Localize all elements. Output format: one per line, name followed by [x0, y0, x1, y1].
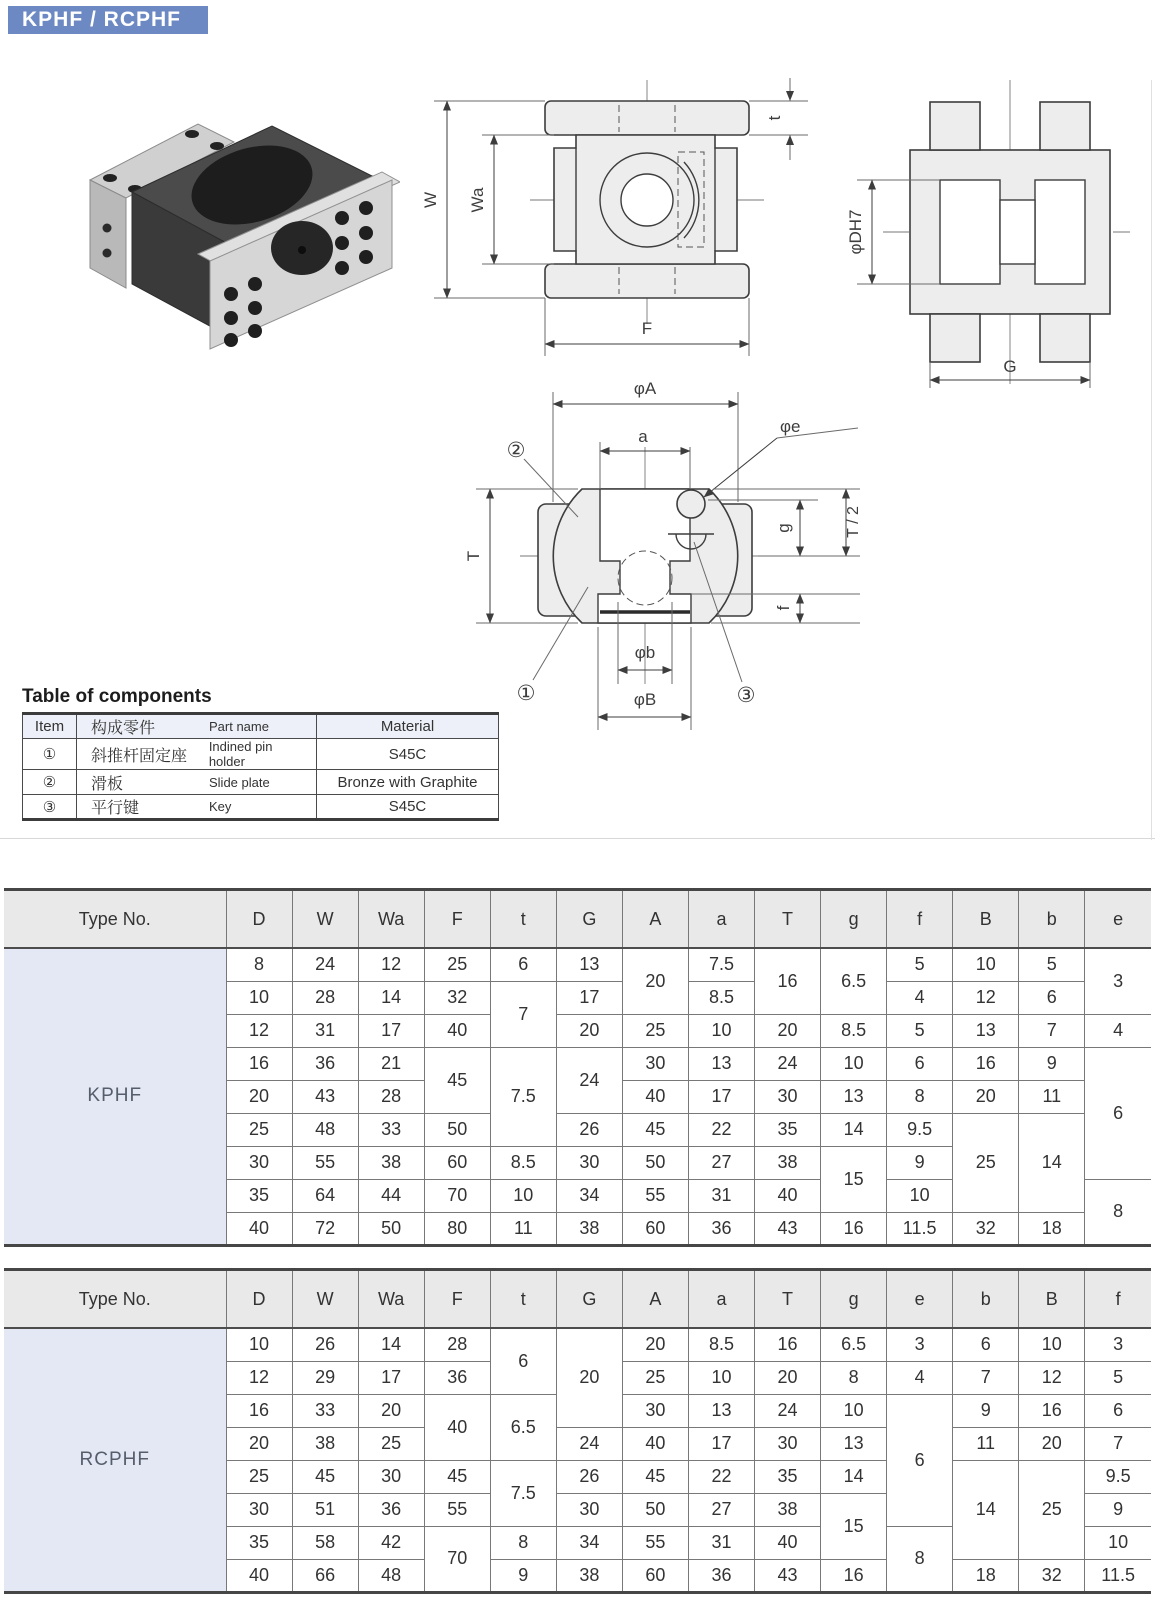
spec-cell: 15 [821, 1146, 887, 1212]
component-item-no: ② [23, 770, 77, 795]
dim-label-t: t [765, 115, 784, 121]
spec-cell: 9 [1019, 1047, 1085, 1080]
spec-cell: 24 [755, 1047, 821, 1080]
spec-cell: 7.5 [688, 948, 754, 981]
dim-label-f: F [641, 319, 653, 338]
spec-cell: 16 [953, 1047, 1019, 1080]
spec-cell: 16 [755, 1328, 821, 1361]
spec-cell: 20 [622, 1328, 688, 1361]
spec-cell: 6 [953, 1328, 1019, 1361]
spec-cell: 38 [556, 1212, 622, 1245]
kphf-spec-table [4, 888, 1151, 1247]
dim-label-wa: Wa [468, 187, 487, 213]
component-item-no: ① [23, 739, 77, 770]
spec-cell: 26 [292, 1328, 358, 1361]
component-part-en: Slide plate [209, 774, 270, 790]
spec-cell: 48 [292, 1113, 358, 1146]
spec-cell: 8.5 [688, 981, 754, 1014]
spec-cell: 25 [1019, 1460, 1085, 1559]
spec-cell: 10 [821, 1047, 887, 1080]
components-row [23, 795, 499, 820]
spec-cell: 3 [1085, 948, 1151, 1014]
spec-cell: 7 [953, 1361, 1019, 1394]
spec-cell: 10 [953, 948, 1019, 981]
spec-row [4, 948, 1151, 981]
spec-cell: 4 [887, 1361, 953, 1394]
spec-cell: 14 [821, 1460, 887, 1493]
component-part-cn: 平行键 [91, 800, 140, 817]
callout-2: ② [506, 439, 526, 462]
spec-cell: 38 [358, 1146, 424, 1179]
spec-cell: 40 [226, 1212, 292, 1245]
dim-label-g: g [774, 523, 793, 533]
spec-cell: 40 [424, 1014, 490, 1047]
spec-cell: 28 [358, 1080, 424, 1113]
component-material: S45C [317, 739, 499, 770]
spec-cell: 9 [953, 1394, 1019, 1427]
spec-cell: 20 [1019, 1427, 1085, 1460]
column-header-b: b [1019, 890, 1085, 949]
column-header-a: a [688, 890, 754, 949]
spec-cell: 28 [424, 1328, 490, 1361]
spec-cell: 8 [821, 1361, 887, 1394]
spec-cell: 8 [887, 1526, 953, 1592]
spec-cell: 9 [887, 1146, 953, 1179]
spec-cell: 21 [358, 1047, 424, 1080]
spec-cell: 6 [1085, 1394, 1151, 1427]
column-header-t: t [490, 890, 556, 949]
column-header-b: b [953, 1270, 1019, 1329]
spec-cell: 60 [622, 1559, 688, 1592]
spec-cell: 25 [622, 1014, 688, 1047]
spec-cell: 20 [556, 1014, 622, 1047]
column-header-f: f [1085, 1270, 1151, 1329]
dim-label-t: T [464, 550, 483, 562]
spec-cell: 55 [424, 1493, 490, 1526]
component-part-name [77, 770, 317, 795]
spec-cell: 40 [226, 1559, 292, 1592]
spec-cell: 51 [292, 1493, 358, 1526]
spec-cell: 11.5 [1085, 1559, 1151, 1592]
spec-cell: 34 [556, 1179, 622, 1212]
spec-cell: 35 [226, 1179, 292, 1212]
spec-cell: 10 [821, 1394, 887, 1427]
dim-label-a: a [638, 427, 648, 446]
column-header-t: t [490, 1270, 556, 1329]
spec-cell: 10 [226, 981, 292, 1014]
components-table [22, 712, 499, 821]
spec-cell: 5 [1085, 1361, 1151, 1394]
components-header-part [77, 714, 317, 739]
spec-cell: 45 [622, 1113, 688, 1146]
spec-cell: 10 [1019, 1328, 1085, 1361]
column-header-W: W [292, 1270, 358, 1329]
column-header-A: A [622, 1270, 688, 1329]
spec-cell: 6 [887, 1047, 953, 1080]
type-label: RCPHF [4, 1328, 226, 1592]
spec-cell: 24 [556, 1047, 622, 1113]
spec-cell: 14 [821, 1113, 887, 1146]
spec-cell: 30 [622, 1047, 688, 1080]
spec-cell: 16 [226, 1394, 292, 1427]
spec-cell: 27 [688, 1146, 754, 1179]
spec-cell: 30 [755, 1427, 821, 1460]
components-header-row [23, 714, 499, 739]
spec-cell: 3 [1085, 1328, 1151, 1361]
spec-cell: 60 [424, 1146, 490, 1179]
spec-cell: 50 [622, 1493, 688, 1526]
column-header-f: f [887, 890, 953, 949]
spec-cell: 30 [755, 1080, 821, 1113]
spec-cell: 28 [292, 981, 358, 1014]
spec-cell: 5 [887, 948, 953, 981]
spec-cell: 8.5 [688, 1328, 754, 1361]
spec-cell: 31 [688, 1179, 754, 1212]
spec-cell: 35 [755, 1460, 821, 1493]
spec-cell: 16 [821, 1212, 887, 1245]
spec-cell: 11 [490, 1212, 556, 1245]
spec-cell: 6 [490, 1328, 556, 1394]
spec-cell: 50 [424, 1113, 490, 1146]
spec-cell: 30 [226, 1146, 292, 1179]
spec-cell: 24 [556, 1427, 622, 1460]
spec-cell: 6.5 [490, 1394, 556, 1460]
spec-cell: 36 [424, 1361, 490, 1394]
spec-cell: 38 [755, 1493, 821, 1526]
spec-header-row [4, 890, 1151, 949]
spec-cell: 18 [1019, 1212, 1085, 1245]
spec-cell: 36 [358, 1493, 424, 1526]
component-material: Bronze with Graphite [317, 770, 499, 795]
spec-cell: 66 [292, 1559, 358, 1592]
spec-cell: 32 [424, 981, 490, 1014]
spec-cell: 7.5 [490, 1460, 556, 1526]
spec-cell: 17 [688, 1080, 754, 1113]
spec-cell: 45 [424, 1047, 490, 1113]
spec-cell: 13 [688, 1394, 754, 1427]
spec-cell: 6.5 [821, 1328, 887, 1361]
spec-cell: 20 [358, 1394, 424, 1427]
component-part-cn: 斜推杆固定座 [91, 747, 188, 765]
spec-cell: 30 [556, 1493, 622, 1526]
spec-cell: 9.5 [1085, 1460, 1151, 1493]
spec-cell: 44 [358, 1179, 424, 1212]
spec-cell: 8.5 [821, 1014, 887, 1047]
spec-cell: 55 [622, 1179, 688, 1212]
spec-cell: 25 [358, 1427, 424, 1460]
spec-cell: 70 [424, 1179, 490, 1212]
spec-cell: 15 [821, 1493, 887, 1559]
spec-cell: 22 [688, 1113, 754, 1146]
callout-1: ① [516, 682, 536, 705]
type-no-header: Type No. [4, 1270, 226, 1329]
spec-cell: 38 [292, 1427, 358, 1460]
spec-cell: 12 [358, 948, 424, 981]
dim-label-phi-b-big: φB [633, 690, 657, 709]
spec-cell: 24 [755, 1394, 821, 1427]
dim-label-g: G [1003, 357, 1017, 376]
spec-cell: 3 [887, 1328, 953, 1361]
component-part-en: Key [209, 799, 232, 814]
spec-cell: 25 [622, 1361, 688, 1394]
spec-cell: 55 [292, 1146, 358, 1179]
spec-cell: 5 [1019, 948, 1085, 981]
column-header-G: G [556, 890, 622, 949]
component-part-name [77, 795, 317, 820]
spec-cell: 40 [424, 1394, 490, 1460]
spec-cell: 17 [688, 1427, 754, 1460]
spec-cell: 10 [1085, 1526, 1151, 1559]
spec-cell: 55 [622, 1526, 688, 1559]
spec-cell: 20 [226, 1080, 292, 1113]
spec-cell: 20 [622, 948, 688, 1014]
spec-cell: 42 [358, 1526, 424, 1559]
spec-cell: 38 [755, 1146, 821, 1179]
spec-cell: 8.5 [490, 1146, 556, 1179]
spec-cell: 45 [424, 1460, 490, 1493]
spec-cell: 36 [292, 1047, 358, 1080]
spec-cell: 17 [358, 1361, 424, 1394]
spec-cell: 7 [490, 981, 556, 1047]
spec-cell: 35 [226, 1526, 292, 1559]
spec-cell: 11 [953, 1427, 1019, 1460]
column-header-W: W [292, 890, 358, 949]
spec-cell: 25 [953, 1113, 1019, 1212]
spec-cell: 45 [622, 1460, 688, 1493]
spec-cell: 32 [953, 1212, 1019, 1245]
spec-cell: 34 [556, 1526, 622, 1559]
spec-cell: 25 [226, 1113, 292, 1146]
spec-cell: 43 [755, 1559, 821, 1592]
column-header-F: F [424, 1270, 490, 1329]
rcphf-spec-table [4, 1268, 1151, 1594]
type-label: KPHF [4, 948, 226, 1245]
spec-cell: 5 [887, 1014, 953, 1047]
spec-cell: 6 [1085, 1047, 1151, 1179]
spec-cell: 8 [490, 1526, 556, 1559]
plan-view-drawing [428, 352, 868, 737]
dim-label-f: f [774, 605, 793, 611]
spec-cell: 11 [1019, 1080, 1085, 1113]
spec-cell: 26 [556, 1113, 622, 1146]
spec-cell: 33 [358, 1113, 424, 1146]
spec-cell: 10 [226, 1328, 292, 1361]
components-header-item: Item [23, 714, 77, 739]
column-header-T: T [755, 890, 821, 949]
spec-cell: 13 [953, 1014, 1019, 1047]
components-header-part-cn: 构成零件 [91, 720, 156, 737]
spec-cell: 58 [292, 1526, 358, 1559]
spec-cell: 33 [292, 1394, 358, 1427]
spec-cell: 50 [358, 1212, 424, 1245]
spec-cell: 40 [755, 1179, 821, 1212]
spec-cell: 64 [292, 1179, 358, 1212]
column-header-B: B [953, 890, 1019, 949]
column-header-g: g [821, 890, 887, 949]
spec-cell: 30 [358, 1460, 424, 1493]
spec-cell: 30 [226, 1493, 292, 1526]
spec-cell: 45 [292, 1460, 358, 1493]
dim-label-t2: T / 2 [845, 506, 862, 538]
spec-cell: 35 [755, 1113, 821, 1146]
column-header-D: D [226, 890, 292, 949]
callout-3: ③ [736, 684, 756, 707]
spec-cell: 22 [688, 1460, 754, 1493]
section-divider [0, 838, 1155, 839]
spec-cell: 6.5 [821, 948, 887, 1014]
spec-cell: 4 [1085, 1014, 1151, 1047]
spec-cell: 7.5 [490, 1047, 556, 1146]
spec-cell: 16 [821, 1559, 887, 1592]
spec-cell: 18 [953, 1559, 1019, 1592]
spec-cell: 20 [953, 1080, 1019, 1113]
side-view-drawing [845, 72, 1135, 392]
spec-cell: 13 [821, 1427, 887, 1460]
spec-cell: 43 [292, 1080, 358, 1113]
spec-cell: 14 [358, 981, 424, 1014]
spec-cell: 12 [953, 981, 1019, 1014]
spec-cell: 36 [688, 1559, 754, 1592]
spec-cell: 12 [1019, 1361, 1085, 1394]
component-part-name [77, 739, 317, 770]
spec-cell: 40 [622, 1427, 688, 1460]
spec-cell: 6 [1019, 981, 1085, 1014]
spec-cell: 25 [424, 948, 490, 981]
component-material: S45C [317, 795, 499, 820]
component-part-en: Indined pin holder [208, 739, 273, 769]
spec-cell: 20 [556, 1328, 622, 1427]
spec-cell: 40 [622, 1080, 688, 1113]
spec-cell: 27 [688, 1493, 754, 1526]
column-header-D: D [226, 1270, 292, 1329]
spec-cell: 9 [490, 1559, 556, 1592]
components-header-part-en: Part name [209, 719, 269, 734]
page-edge-line [1151, 80, 1152, 840]
type-no-header: Type No. [4, 890, 226, 949]
spec-cell: 43 [755, 1212, 821, 1245]
spec-cell: 14 [1019, 1113, 1085, 1212]
dim-label-phi-e: φe [780, 417, 801, 436]
column-header-Wa: Wa [358, 1270, 424, 1329]
components-header-material: Material [317, 714, 499, 739]
spec-cell: 36 [688, 1212, 754, 1245]
product-photo [80, 88, 400, 356]
page-title: KPHF / RCPHF [8, 6, 208, 34]
spec-cell: 13 [556, 948, 622, 981]
spec-cell: 72 [292, 1212, 358, 1245]
spec-cell: 13 [821, 1080, 887, 1113]
spec-cell: 30 [622, 1394, 688, 1427]
spec-cell: 29 [292, 1361, 358, 1394]
column-header-G: G [556, 1270, 622, 1329]
spec-cell: 20 [226, 1427, 292, 1460]
spec-cell: 11.5 [887, 1212, 953, 1245]
spec-cell: 16 [1019, 1394, 1085, 1427]
spec-cell: 9.5 [887, 1113, 953, 1146]
spec-cell: 17 [358, 1014, 424, 1047]
column-header-A: A [622, 890, 688, 949]
spec-row [4, 1328, 1151, 1361]
component-part-cn: 滑板 [91, 775, 124, 793]
components-row [23, 770, 499, 795]
column-header-a: a [688, 1270, 754, 1329]
component-item-no: ③ [23, 795, 77, 820]
spec-cell: 13 [688, 1047, 754, 1080]
front-view-drawing [412, 72, 812, 372]
spec-cell: 10 [490, 1179, 556, 1212]
spec-cell: 8 [226, 948, 292, 981]
spec-cell: 8 [887, 1080, 953, 1113]
column-header-Wa: Wa [358, 890, 424, 949]
spec-cell: 50 [622, 1146, 688, 1179]
spec-cell: 30 [556, 1146, 622, 1179]
spec-cell: 6 [490, 948, 556, 981]
components-heading: Table of components [22, 686, 212, 707]
column-header-g: g [821, 1270, 887, 1329]
spec-cell: 10 [688, 1014, 754, 1047]
spec-cell: 4 [887, 981, 953, 1014]
dim-label-phi-a: φA [633, 379, 657, 398]
spec-cell: 38 [556, 1559, 622, 1592]
column-header-B: B [1019, 1270, 1085, 1329]
spec-cell: 31 [292, 1014, 358, 1047]
spec-cell: 32 [1019, 1559, 1085, 1592]
column-header-e: e [887, 1270, 953, 1329]
front-view-part [530, 80, 764, 324]
spec-cell: 6 [887, 1394, 953, 1526]
spec-cell: 40 [755, 1526, 821, 1559]
spec-cell: 14 [953, 1460, 1019, 1559]
spec-cell: 12 [226, 1361, 292, 1394]
spec-cell: 16 [226, 1047, 292, 1080]
spec-cell: 80 [424, 1212, 490, 1245]
spec-header-row [4, 1270, 1151, 1329]
spec-cell: 26 [556, 1460, 622, 1493]
spec-cell: 14 [358, 1328, 424, 1361]
spec-cell: 16 [755, 948, 821, 1014]
spec-cell: 7 [1019, 1014, 1085, 1047]
spec-cell: 10 [688, 1361, 754, 1394]
spec-cell: 24 [292, 948, 358, 981]
spec-cell: 48 [358, 1559, 424, 1592]
spec-cell: 70 [424, 1526, 490, 1592]
spec-cell: 17 [556, 981, 622, 1014]
dim-label-dh7: φDH7 [846, 209, 865, 255]
dim-label-phi-b-small: φb [634, 643, 656, 662]
spec-cell: 20 [755, 1361, 821, 1394]
spec-cell: 9 [1085, 1493, 1151, 1526]
spec-cell: 12 [226, 1014, 292, 1047]
spec-cell: 8 [1085, 1179, 1151, 1245]
dim-label-w: W [421, 191, 440, 209]
components-row [23, 739, 499, 770]
spec-cell: 31 [688, 1526, 754, 1559]
side-view-part [883, 80, 1130, 384]
spec-cell: 25 [226, 1460, 292, 1493]
spec-cell: 7 [1085, 1427, 1151, 1460]
spec-cell: 10 [887, 1179, 953, 1212]
spec-cell: 20 [755, 1014, 821, 1047]
column-header-e: e [1085, 890, 1151, 949]
column-header-F: F [424, 890, 490, 949]
spec-cell: 60 [622, 1212, 688, 1245]
column-header-T: T [755, 1270, 821, 1329]
